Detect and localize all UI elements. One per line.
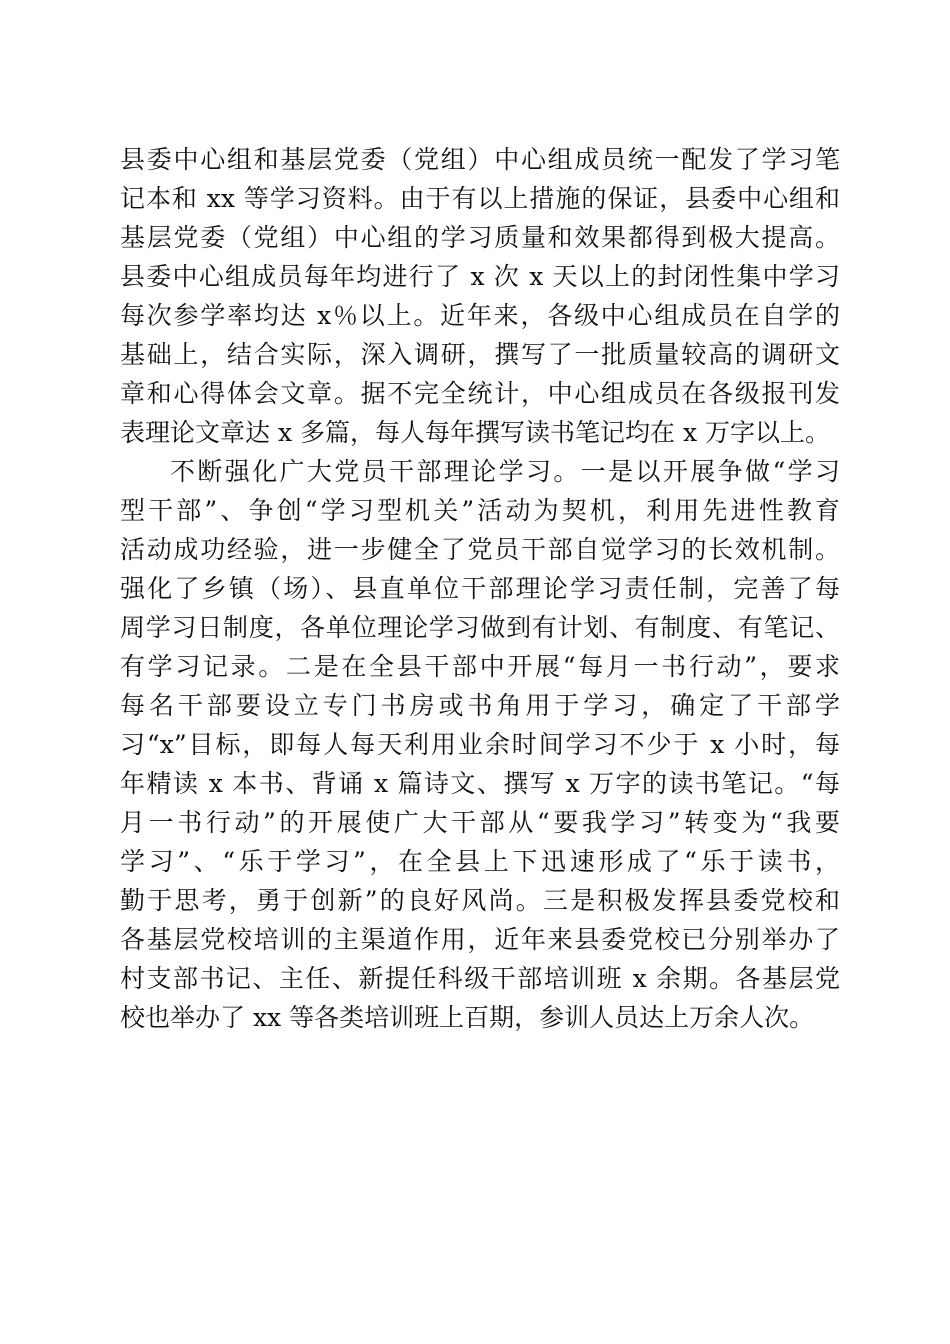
- text-line: 每次参学率均达 x％以上。近年来，各级中心组成员在自学的: [120, 301, 840, 330]
- text-line: 村支部书记、主任、新提任科级干部培训班 x 余期。各基层党: [120, 964, 840, 993]
- text-line: 年精读 x 本书、背诵 x 篇诗文、撰写 x 万字的读书笔记。“每: [120, 769, 840, 798]
- text-line: 活动成功经验，进一步健全了党员干部自觉学习的长效机制。: [120, 535, 840, 564]
- text-line: 每名干部要设立专门书房或书角用于学习，确定了干部学: [120, 691, 840, 720]
- text-line: 不断强化广大党员干部理论学习。一是以开展争做“学习: [170, 457, 840, 486]
- text-line: 勤于思考，勇于创新”的良好风尚。三是积极发挥县委党校和: [120, 886, 840, 915]
- text-line: 表理论文章达 x 多篇，每人每年撰写读书笔记均在 x 万字以上。: [120, 418, 830, 447]
- body-text: [120, 140, 840, 1037]
- text-line: 基础上，结合实际，深入调研，撰写了一批质量较高的调研文: [120, 340, 840, 369]
- text-line: 型干部”、争创“学习型机关”活动为契机，利用先进性教育: [120, 496, 840, 525]
- text-line: 县委中心组成员每年均进行了 x 次 x 天以上的封闭性集中学习: [120, 262, 840, 291]
- text-line: 有学习记录。二是在全县干部中开展“每月一书行动”，要求: [120, 652, 840, 681]
- text-line: 基层党委（党组）中心组的学习质量和效果都得到极大提高。: [120, 223, 840, 252]
- text-line: 校也举办了 xx 等各类培训班上百期，参训人员达上万余人次。: [120, 1003, 815, 1032]
- text-line: 学习”、“乐于学习”，在全县上下迅速形成了“乐于读书，: [120, 847, 840, 876]
- text-line: 县委中心组和基层党委（党组）中心组成员统一配发了学习笔: [120, 145, 840, 174]
- text-line: 月一书行动”的开展使广大干部从“要我学习”转变为“我要: [120, 808, 840, 837]
- paragraph-1: [120, 140, 840, 452]
- text-line: 各基层党校培训的主渠道作用，近年来县委党校已分别举办了: [120, 925, 840, 954]
- text-line: 章和心得体会文章。据不完全统计，中心组成员在各级报刊发: [120, 379, 840, 408]
- text-line: 强化了乡镇（场）、县直单位干部理论学习责任制，完善了每: [120, 574, 840, 603]
- text-line: 习“x”目标，即每人每天利用业余时间学习不少于 x 小时，每: [120, 730, 840, 759]
- text-line: 周学习日制度，各单位理论学习做到有计划、有制度、有笔记、: [120, 613, 840, 642]
- paragraph-2: [120, 452, 840, 1037]
- text-line: 记本和 xx 等学习资料。由于有以上措施的保证，县委中心组和: [120, 184, 840, 213]
